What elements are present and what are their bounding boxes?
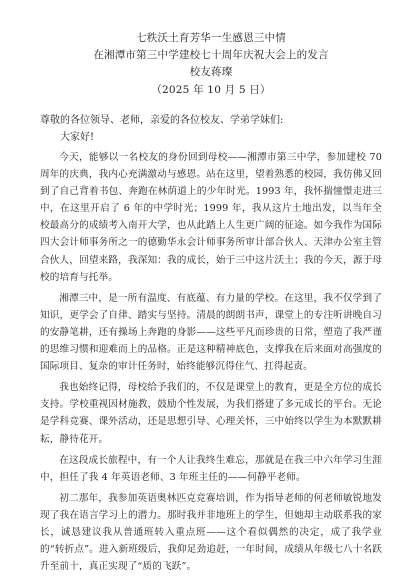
- salutation: 尊敬的各位领导、老师，亲爱的各位校友、学弟学妹们:: [40, 115, 284, 126]
- document-subtitle: 在湘潭市第三中学建校七十周年庆祝大会上的发言: [93, 49, 329, 61]
- document-title: 七秩沃土育芳华一生感恩三中情: [136, 32, 286, 44]
- paragraph: 初二那年，我参加英语奥林匹克竞赛培训，作为指导老师的何老师敏锐地发现了我在语言学习上的潜力。那时我并非地班上的学生，但她却主动联系我的家长，诚恳建议我从普通班转入重点班——这个看似偶然的决定，成了我学业的“转折点”。进入新班级后，我仰足劲追赶，一年时间，成绩从年级七八十名跃升至前十，真正实现了“质的飞跃”。: [40, 492, 382, 573]
- document-date: （2025 年 10 月 5 日）: [151, 84, 271, 96]
- document-author: 校友蒋璨: [189, 66, 233, 78]
- body-text: [40, 149, 382, 575]
- greeting: 大家好!: [60, 131, 95, 143]
- document-header: [40, 30, 382, 99]
- paragraph: 湘潭三中，是一所有温度、有底蕴、有力量的学校。在这里，我不仅学到了知识，更学会了自律、踏实与坚持。清晨的朗朗书声，课堂上的专注听讲晚自习的安静笔耕，还有操场上奔跑的身影——这些平凡而珍贵的日常，塑造了我严谨的思维习惯和迎难而上的品格。正是这种精神底色，支撑我在后来面对高强度的国际项目、复杂的审计任务时，始终能够沉得住气、扛得起责。: [40, 292, 382, 373]
- paragraph: 我也始终记得，母校给予我们的，不仅是课堂上的教育，更是全方位的成长支持。学校重视因材施教，鼓励个性发展，为我们搭建了多元成长的平台。无论是学科竞赛、课外活动，还是思想引导、心理关怀，三中始终以学生为本默默耕耘，静待花开。: [40, 382, 382, 445]
- paragraph: 今天，能够以一名校友的身份回到母校——湘潭市第三中学，参加建校 70 周年的庆典，我内心充满激动与感恩。站在这里，望着熟悉的校园，我仿佛又回到了自己背着书包、奔跑在林荫道上的少年时光。1993 年，我怀揣憧憬走进三中，在这里开启了 6 年的中学时光；1999 年，我从这片土地出发，以当年全校最高分的成绩考入南开大学，也从此踏上人生更广阔的征途。如今我作为国际四大会计师事务所之一的德勤华永会计师事务所审计部合伙人、天津办公室主管合伙人，回望来路，我深知：我的成长，始于三中这片沃土；我的今天，源于母校的培育与托举。: [40, 152, 382, 283]
- paragraph: 在这段成长旅程中，有一个人让我终生难忘，那就是在我三中六年学习生涯中，担任了我 4 年英语老师、3 年班主任的——何静平老师。: [40, 454, 382, 483]
